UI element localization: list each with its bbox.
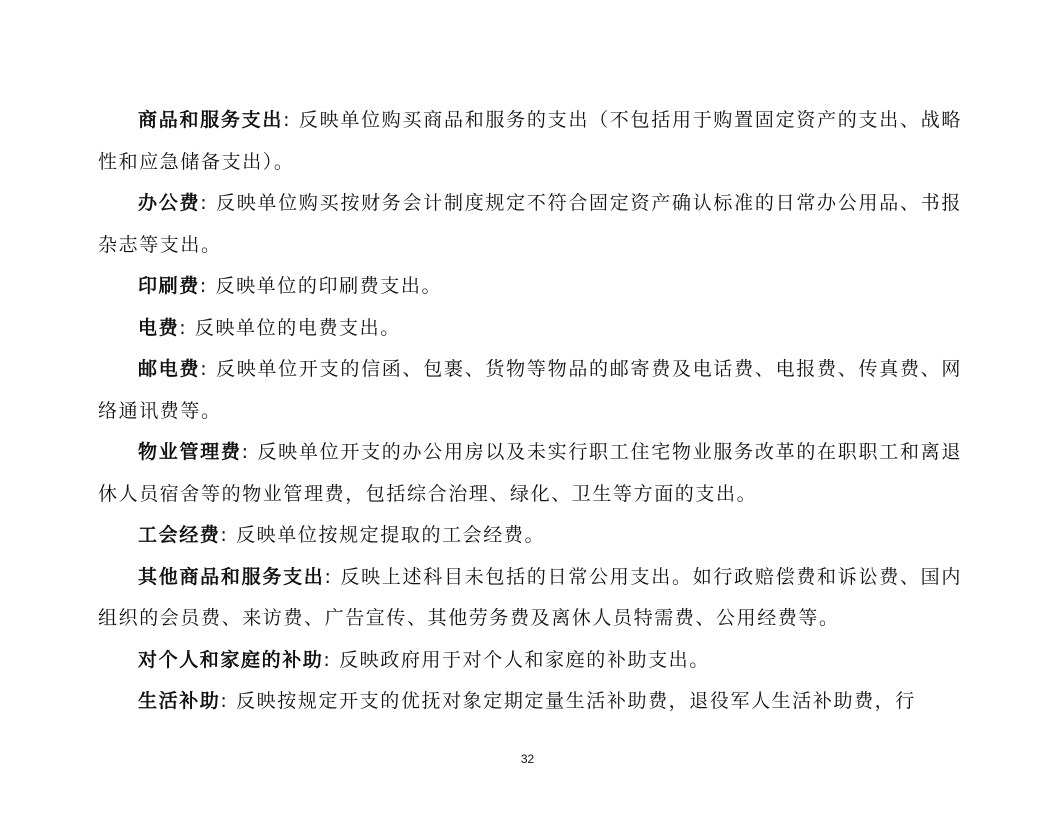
paragraph [98,349,962,432]
paragraph-term: 工会经费 [138,524,221,546]
paragraph-term: 物业管理费 [138,441,242,463]
document-body [98,100,962,723]
term-separator: : [200,192,209,214]
paragraph-term: 对个人和家庭的补助 [138,648,324,671]
paragraph-body: 反映政府用于对个人和家庭的补助支出。 [339,648,710,671]
paragraph-term: 生活补助 [138,690,221,712]
paragraph [98,266,962,308]
term-separator: : [220,690,229,712]
paragraph [98,515,962,557]
term-separator: : [241,441,250,463]
paragraph-term: 商品和服务支出 [138,109,284,131]
term-separator: : [283,109,292,131]
term-separator: : [324,565,333,588]
paragraph [98,183,962,266]
paragraph-body: 反映单位开支的办公用房以及未实行职工住宅物业服务改革的在职职工和离退休人员宿舍等的物业管理费，包括综合治理、绿化、卫生等方面的支出。 [98,441,963,505]
paragraph-body: 反映单位的印刷费支出。 [215,275,443,297]
paragraph-term: 办公费 [138,192,201,214]
paragraph-body: 反映按规定开支的优抚对象定期定量生活补助费，退役军人生活补助费，行 [236,690,916,712]
paragraph-body: 反映单位购买按财务会计制度规定不符合固定资产确认标准的日常办公用品、书报杂志等支出。 [98,192,963,256]
page-number: 32 [520,752,535,766]
paragraph [98,557,962,640]
term-separator: : [179,316,188,339]
term-separator: : [220,524,229,546]
paragraph [98,640,962,682]
paragraph-body: 反映上述科目未包括的日常公用支出。如行政赔偿费和诉讼费、国内组织的会员费、来访费、广告宣传、其他劳务费及离休人员特需费、公用经费等。 [98,565,963,629]
paragraph-body: 反映单位开支的信函、包裹、货物等物品的邮寄费及电话费、电报费、传真费、网络通讯费等。 [98,358,963,422]
paragraph [98,100,962,183]
paragraph-term: 其他商品和服务支出 [138,565,325,588]
term-separator: : [200,358,209,380]
paragraph-term: 电费 [138,316,180,339]
term-separator: : [199,275,208,297]
paragraph [98,308,962,350]
paragraph-term: 印刷费 [138,275,200,297]
paragraph [98,681,962,723]
paragraph-term: 邮电费 [138,358,201,380]
paragraph-body: 反映单位按规定提取的工会经费。 [236,524,546,546]
paragraph-body: 反映单位购买商品和服务的支出（不包括用于购置固定资产的支出、战略性和应急储备支出）。 [98,109,963,173]
paragraph-body: 反映单位的电费支出。 [194,316,401,339]
paragraph [98,432,962,515]
term-separator: : [323,648,332,671]
